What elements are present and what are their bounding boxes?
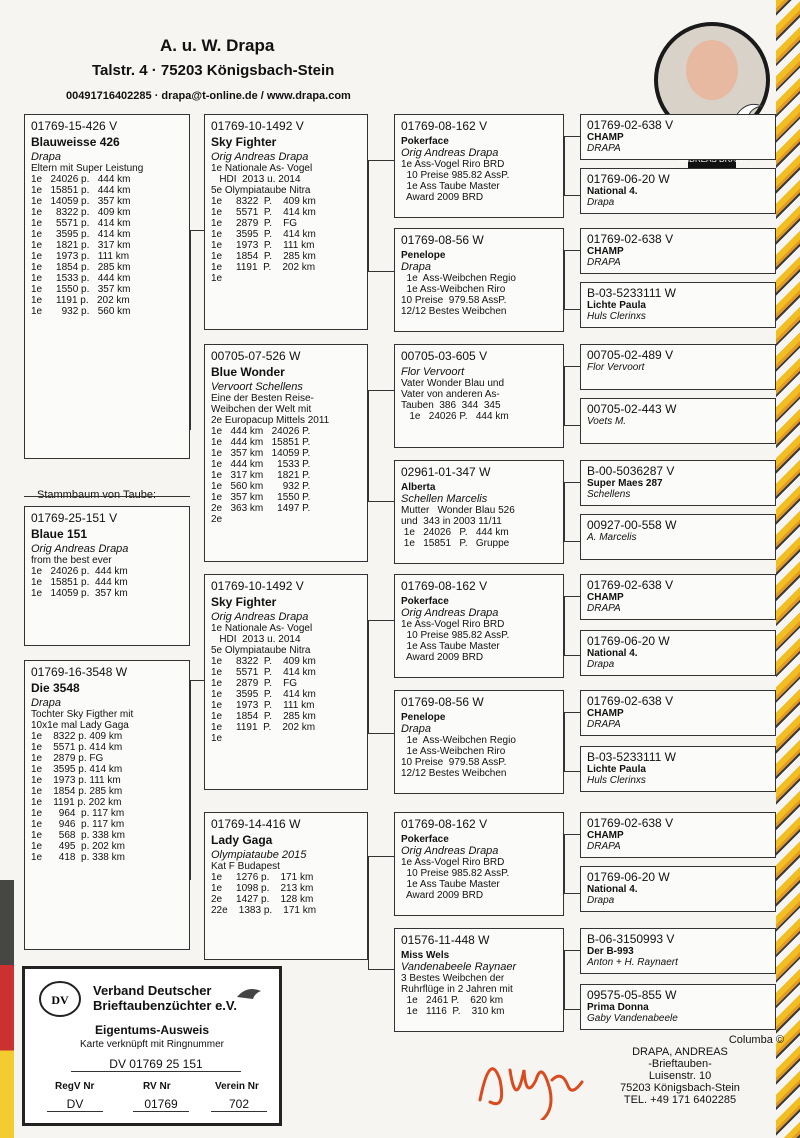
- pedigree-box-gggp: [580, 228, 776, 274]
- pedigree-box-gggp: [580, 168, 776, 214]
- pedigree-box-ggp: [394, 460, 564, 564]
- breeder-name: Drapa: [401, 723, 431, 735]
- performance-text: Eine der Besten Reise- Weibchen der Welt mit 2e Europacup Mittels 2011 1e 444 km 24026 P. 1e 444 km 15851 P. 1e 357 km 14059 P. 1e 444 km 1533 P. 1e 317 km 1821 P. 1e 560 km 932 P. 1e 357 km 1550 P. 2e 363 km 1497 P. 2e: [211, 393, 330, 525]
- pedigree-box-gggp: [580, 866, 776, 912]
- breeder-name: Orig Andreas Drapa: [401, 845, 499, 857]
- pigeon-name: Alberta: [401, 482, 436, 493]
- pigeon-name: Penelope: [401, 250, 446, 261]
- ring-number: 01769-16-3548 W: [31, 665, 128, 679]
- pigeon-name: CHAMP: [587, 708, 624, 719]
- flag-stripe: [0, 880, 14, 1138]
- performance-text: Eltern mit Super Leistung 1e 24026 p. 444 km 1e 15851 p. 444 km 1e 14059 p. 357 km 1e 8322 p. 409 km 1e 5571 p. 414 km 1e 3595 p. 414 km 1e 1821 p. 317 km 1e 1973 p. 111 km 1e 1854 p. 285 km 1e 1533 p. 444 km 1e 1550 p. 357 km 1e 1191 p. 202 km 1e 932 p. 560 km: [31, 163, 144, 317]
- performance-text: Tochter Sky Figther mit 10x1e mal Lady Gaga 1e 8322 p. 409 km 1e 5571 p. 414 km 1e 2879 p. FG 1e 3595 p. 414 km 1e 1973 p. 111 km 1e 1854 p. 285 km 1e 1191 p. 202 km 1e 964 p. 117 km 1e 946 p. 117 km 1e 568 p. 338 km 1e 495 p. 202 km 1e 418 p. 338 km: [31, 709, 134, 863]
- connector: [564, 136, 581, 196]
- pedigree-box-gggp: [580, 282, 776, 328]
- pigeon-name: Sky Fighter: [211, 135, 277, 149]
- pigeon-name: Pokerface: [401, 136, 449, 147]
- pigeon-name: Prima Donna: [587, 1002, 649, 1013]
- pigeon-name: Blaue 151: [31, 527, 88, 541]
- pigeon-name: CHAMP: [587, 132, 624, 143]
- pedigree-box-gggp: [580, 574, 776, 620]
- connector: [190, 230, 204, 231]
- pigeon-name: Lady Gaga: [211, 833, 273, 847]
- breeder-name: DRAPA: [587, 719, 621, 730]
- pigeon-name: CHAMP: [587, 830, 624, 841]
- footer-line: 75203 Königsbach-Stein: [620, 1082, 740, 1094]
- pedigree-box-subject: [24, 506, 190, 646]
- connector: [190, 680, 204, 681]
- performance-text: 1e Ass-Weibchen Regio 1e Ass-Weibchen Riro 10 Preise 979.58 AssP. 12/12 Bestes Weibchen: [401, 273, 516, 317]
- ownership-card: [22, 966, 282, 1126]
- ring-number: 01769-15-426 V: [31, 119, 118, 133]
- footer-line: Luisenstr. 10: [648, 1070, 712, 1082]
- breeder-name: Anton + H. Raynaert: [587, 957, 678, 968]
- ring-number: 01769-02-638 V: [587, 118, 674, 132]
- connector: [368, 620, 395, 734]
- pigeon-name: Sky Fighter: [211, 595, 277, 609]
- pedigree-label: Stammbaum von Taube:: [37, 489, 157, 501]
- card-ring-number: DV 01769 25 151: [71, 1057, 241, 1072]
- ring-number: 01769-06-20 W: [587, 634, 670, 648]
- pedigree-box-gs1: [204, 114, 368, 330]
- ring-number: 01769-08-56 W: [401, 695, 484, 709]
- rv-label: RV Nr: [143, 1081, 171, 1092]
- pigeon-name: National 4.: [587, 648, 638, 659]
- breeder-name: Huls Clerinxs: [587, 311, 646, 322]
- ring-number: 01769-08-162 V: [401, 579, 488, 593]
- pedigree-box-ggp: [394, 812, 564, 916]
- ring-number: 01769-10-1492 V: [211, 119, 304, 133]
- pigeon-name: Super Maes 287: [587, 478, 663, 489]
- breeder-name: A. Marcelis: [587, 532, 637, 543]
- breeder-name: DRAPA: [587, 257, 621, 268]
- connector: [190, 230, 191, 430]
- breeder-name: DRAPA: [587, 143, 621, 154]
- card-org-line2: Brieftaubenzüchter e.V.: [93, 998, 238, 1013]
- breeder-name: Orig Andreas Drapa: [401, 607, 499, 619]
- pedigree-box-gggp: [580, 114, 776, 160]
- ring-number: 01769-02-638 V: [587, 694, 674, 708]
- pigeon-name: Pokerface: [401, 834, 449, 845]
- vdb-emblem-icon: [37, 979, 83, 1019]
- performance-text: 1e Nationale As- Vogel HDI 2013 u. 2014 5e Olympiataube Nitra 1e 8322 P. 409 km 1e 5571 P. 414 km 1e 2879 P. FG 1e 3595 P. 414 km 1e 1973 P. 111 km 1e 1854 P. 285 km 1e 1191 P. 202 km 1e: [211, 623, 316, 744]
- performance-text: 3 Bestes Weibchen der Ruhrflüge in 2 Jahren mit 1e 2461 P. 620 km 1e 1116 P. 310 km: [401, 973, 513, 1017]
- breeder-name: Voets M.: [587, 416, 627, 427]
- svg-text:DV: DV: [51, 993, 69, 1007]
- connector: [564, 596, 581, 656]
- breeder-name: Drapa: [31, 697, 61, 709]
- pedigree-box-ggp: [394, 690, 564, 794]
- signature-image: [470, 1040, 600, 1120]
- pedigree-box-gggp: [580, 984, 776, 1030]
- pigeon-name: Penelope: [401, 712, 446, 723]
- breeder-name: Gaby Vandenabeele: [587, 1013, 678, 1024]
- card-org-line1: Verband Deutscher: [93, 983, 212, 998]
- breeder-name: Vandenabeele Raynaer: [401, 961, 517, 973]
- pedigree-box-gd1: [204, 344, 368, 562]
- pigeon-name: CHAMP: [587, 246, 624, 257]
- pigeon-name: National 4.: [587, 884, 638, 895]
- pedigree-box-ggp: [394, 114, 564, 218]
- regv-value: DV: [47, 1097, 103, 1112]
- breeder-name: Orig Andreas Drapa: [211, 151, 309, 163]
- connector: [368, 856, 395, 970]
- ring-number: 01769-25-151 V: [31, 511, 118, 525]
- connector: [564, 712, 581, 772]
- pedigree-box-gs2: [204, 574, 368, 790]
- footer-line: TEL. +49 171 6402285: [623, 1094, 737, 1106]
- ring-number: 00705-03-605 V: [401, 349, 488, 363]
- owner-contact: 00491716402285 · drapa@t-online.de / www.drapa.com: [66, 90, 351, 102]
- connector: [564, 366, 581, 426]
- ring-number: 00705-07-526 W: [211, 349, 301, 363]
- connector: [564, 482, 581, 542]
- pedigree-box-ggp: [394, 574, 564, 678]
- card-subtitle: Karte verknüpft mit Ringnummer: [80, 1039, 224, 1050]
- footer-line: DRAPA, ANDREAS: [632, 1046, 728, 1058]
- ring-number: 00927-00-558 W: [587, 518, 677, 532]
- performance-text: from the best ever 1e 24026 p. 444 km 1e 15851 p. 444 km 1e 14059 p. 357 km: [31, 555, 128, 599]
- pedigree-box-gggp: [580, 928, 776, 974]
- connector: [368, 160, 395, 272]
- breeder-name: Flor Vervoort: [587, 362, 645, 373]
- performance-text: 1e Ass-Vogel Riro BRD 10 Preise 985.82 AssP. 1e Ass Taube Master Award 2009 BRD: [401, 159, 510, 203]
- ring-number: 01769-08-56 W: [401, 233, 484, 247]
- performance-text: 1e Ass-Weibchen Regio 1e Ass-Weibchen Riro 10 Preise 979.58 AssP. 12/12 Bestes Weibchen: [401, 735, 516, 779]
- ring-number: B-06-3150993 V: [587, 932, 675, 946]
- owner-address: Talstr. 4 · 75203 Königsbach-Stein: [92, 62, 335, 79]
- ring-number: B-03-5233111 W: [587, 286, 676, 300]
- ring-number: 01769-14-416 W: [211, 817, 301, 831]
- ring-number: 02961-01-347 W: [401, 465, 491, 479]
- ring-number: 01769-02-638 V: [587, 578, 674, 592]
- pedigree-box-dam: [24, 660, 190, 950]
- card-org: [93, 983, 237, 1013]
- breeder-name: Schellen Marcelis: [401, 493, 488, 505]
- ring-number: 01769-06-20 W: [587, 172, 670, 186]
- breeder-name: Flor Vervoort: [401, 366, 465, 378]
- decorative-stripe: [776, 0, 800, 1138]
- pigeon-name: Miss Wels: [401, 950, 450, 961]
- pigeon-name: National 4.: [587, 186, 638, 197]
- ring-number: 00705-02-489 V: [587, 348, 674, 362]
- pedigree-box-gggp: [580, 746, 776, 792]
- pedigree-box-gggp: [580, 812, 776, 858]
- footer-address: [610, 1046, 750, 1106]
- breeder-name: Olympiataube 2015: [211, 849, 307, 861]
- divider: [24, 496, 190, 497]
- breeder-name: Drapa: [587, 659, 615, 670]
- breeder-name: Vervoort Schellens: [211, 381, 303, 393]
- performance-text: Mutter Wonder Blau 526 und 343 in 2003 11/11 1e 24026 P. 444 km 1e 15851 P. Gruppe: [401, 505, 515, 549]
- pigeon-name: Lichte Paula: [587, 300, 646, 311]
- pigeon-name: Die 3548: [31, 681, 80, 695]
- pigeon-name: Pokerface: [401, 596, 449, 607]
- card-title: Eigentums-Ausweis: [94, 1023, 210, 1037]
- regv-label: RegV Nr: [55, 1081, 95, 1092]
- performance-text: Kat F Budapest 1e 1276 p. 171 km 1e 1098 p. 213 km 2e 1427 p. 128 km 22e 1383 p. 171 km: [211, 861, 317, 916]
- connector: [564, 834, 581, 894]
- breeder-name: Drapa: [587, 197, 615, 208]
- pedigree-box-gggp: [580, 514, 776, 560]
- pedigree-box-gggp: [580, 630, 776, 676]
- ring-number: 09575-05-855 W: [587, 988, 677, 1002]
- connector: [564, 950, 581, 1010]
- pedigree-box-gd2: [204, 812, 368, 960]
- ring-number: 01769-08-162 V: [401, 817, 488, 831]
- connector: [190, 680, 191, 880]
- performance-text: 1e Ass-Vogel Riro BRD 10 Preise 985.82 AssP. 1e Ass Taube Master Award 2009 BRD: [401, 619, 510, 663]
- ring-number: 01769-10-1492 V: [211, 579, 304, 593]
- ring-number: 01769-02-638 V: [587, 232, 674, 246]
- pigeon-name: Der B-993: [587, 946, 634, 957]
- breeder-name: Drapa: [401, 261, 431, 273]
- performance-text: Vater Wonder Blau und Vater von anderen As- Tauben 386 344 345 1e 24026 P. 444 km: [401, 378, 509, 422]
- breeder-name: Orig Andreas Drapa: [401, 147, 499, 159]
- breeder-name: Orig Andreas Drapa: [211, 611, 309, 623]
- breeder-name: Schellens: [587, 489, 631, 500]
- verein-value: 702: [211, 1097, 267, 1112]
- pedigree-box-gggp: [580, 398, 776, 444]
- ring-number: 00705-02-443 W: [587, 402, 677, 416]
- pigeon-name: Lichte Paula: [587, 764, 646, 775]
- performance-text: 1e Ass-Vogel Riro BRD 10 Preise 985.82 AssP. 1e Ass Taube Master Award 2009 BRD: [401, 857, 510, 901]
- ring-number: B-03-5233111 W: [587, 750, 676, 764]
- breeder-name: Huls Clerinxs: [587, 775, 646, 786]
- pedigree-box-sire: [24, 114, 190, 459]
- footer-line: -Brieftauben-: [648, 1058, 712, 1070]
- verein-label: Verein Nr: [215, 1081, 259, 1092]
- connector: [368, 390, 395, 502]
- ring-number: 01769-08-162 V: [401, 119, 488, 133]
- ring-number: 01769-02-638 V: [587, 816, 674, 830]
- pigeon-stamp-icon: [235, 983, 265, 1005]
- pedigree-box-ggp: [394, 344, 564, 448]
- pigeon-name: Blue Wonder: [211, 365, 285, 379]
- breeder-name: Drapa: [587, 895, 615, 906]
- owner-name: A. u. W. Drapa: [160, 36, 275, 55]
- breeder-name: DRAPA: [587, 603, 621, 614]
- connector: [564, 250, 581, 310]
- ring-number: B-00-5036287 V: [587, 464, 675, 478]
- ring-number: 01576-11-448 W: [401, 933, 490, 947]
- breeder-name: Drapa: [31, 151, 61, 163]
- pedigree-box-gggp: [580, 344, 776, 390]
- pedigree-box-ggp: [394, 928, 564, 1032]
- pedigree-box-gggp: [580, 690, 776, 736]
- pigeon-name: Blauweisse 426: [31, 135, 120, 149]
- ring-number: 01769-06-20 W: [587, 870, 670, 884]
- rv-value: 01769: [133, 1097, 189, 1112]
- breeder-name: Orig Andreas Drapa: [31, 543, 129, 555]
- pigeon-name: CHAMP: [587, 592, 624, 603]
- copyright: Columba ©: [728, 1034, 784, 1046]
- pedigree-box-gggp: [580, 460, 776, 506]
- pedigree-box-ggp: [394, 228, 564, 332]
- performance-text: 1e Nationale As- Vogel HDI 2013 u. 2014 5e Olympiataube Nitra 1e 8322 P. 409 km 1e 5571 P. 414 km 1e 2879 P. FG 1e 3595 P. 414 km 1e 1973 P. 111 km 1e 1854 P. 285 km 1e 1191 P. 202 km 1e: [211, 163, 316, 284]
- breeder-name: DRAPA: [587, 841, 621, 852]
